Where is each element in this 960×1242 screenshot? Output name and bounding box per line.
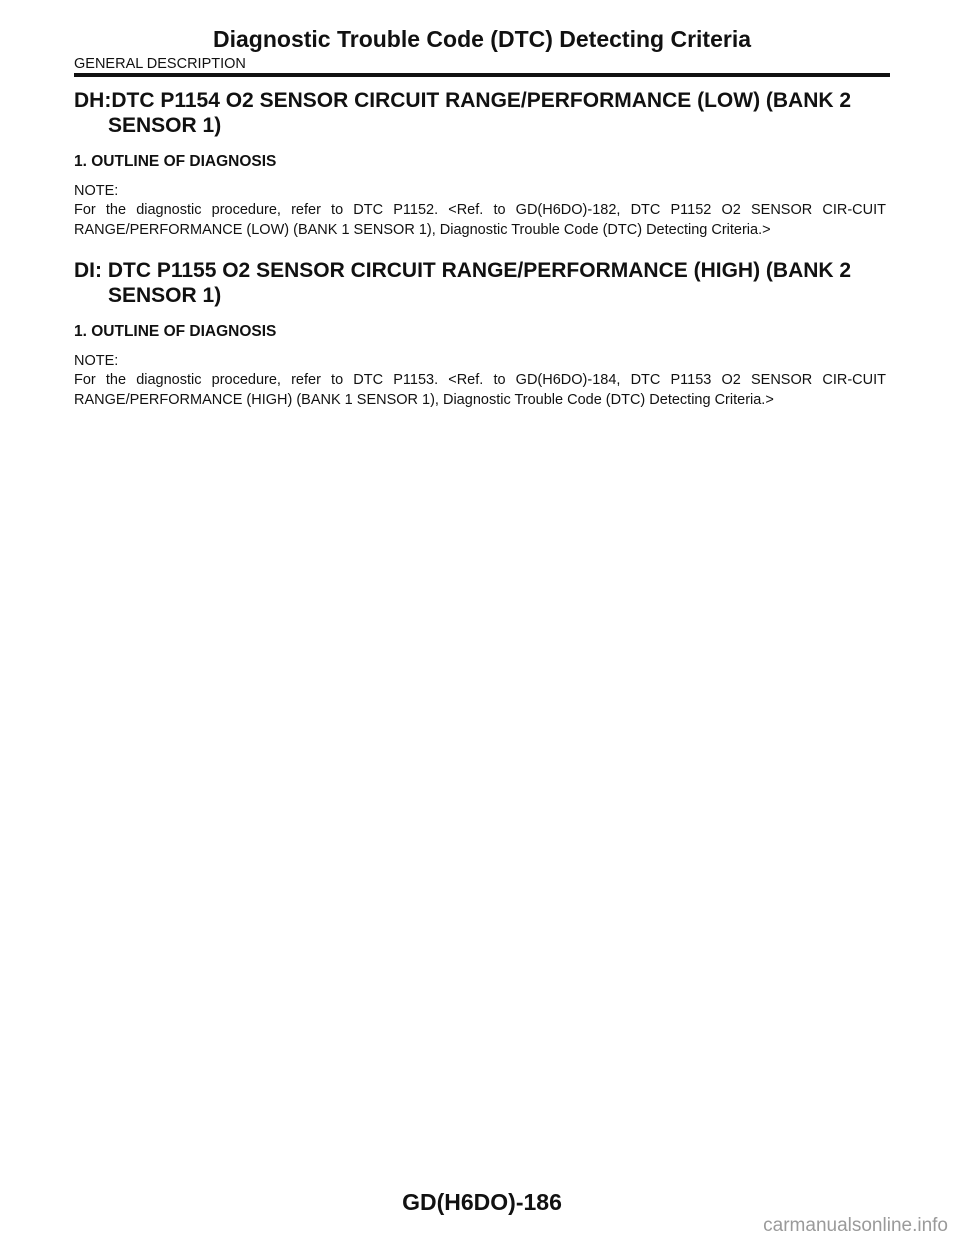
dtc-heading-text: DTC P1155 O2 SENSOR CIRCUIT RANGE/PERFORMANCE (HIGH) (BANK 2 SENSOR 1): [107, 259, 852, 307]
dtc-section-p1155: [74, 258, 886, 410]
note-label: NOTE:: [74, 353, 119, 369]
dtc-code-label: DH:: [74, 89, 112, 112]
dtc-heading: [74, 258, 886, 308]
watermark-text: carmanualsonline.info: [763, 1215, 948, 1236]
header-divider: [74, 73, 890, 77]
dtc-code-label: DI:: [74, 259, 108, 282]
dtc-heading: [74, 88, 886, 138]
document-title: Diagnostic Trouble Code (DTC) Detecting Criteria: [213, 26, 751, 52]
note-text: For the diagnostic procedure, refer to DTC P1152. <Ref. to GD(H6DO)-182, DTC P1152 O2 SENSOR CIR-CUIT RANGE/PERFORMANCE (LOW) (BANK 1 SENSOR 1), Diagnostic Trouble Code (DTC) Detecting Criteria.>: [74, 202, 886, 238]
note-text: For the diagnostic procedure, refer to DTC P1153. <Ref. to GD(H6DO)-184, DTC P1153 O2 SENSOR CIR-CUIT RANGE/PERFORMANCE (HIGH) (BANK 1 SENSOR 1), Diagnostic Trouble Code (DTC) Detecting Criteria.>: [74, 372, 886, 408]
section-label: GENERAL DESCRIPTION: [74, 56, 246, 72]
outline-subheading: 1. OUTLINE OF DIAGNOSIS: [74, 323, 277, 340]
note-label: NOTE:: [74, 183, 119, 199]
dtc-section-p1154: [74, 88, 886, 240]
dtc-heading-text: DTC P1154 O2 SENSOR CIRCUIT RANGE/PERFORMANCE (LOW) (BANK 2 SENSOR 1): [108, 89, 852, 137]
page-number: GD(H6DO)-186: [402, 1189, 562, 1215]
document-body: [74, 88, 886, 428]
outline-subheading: 1. OUTLINE OF DIAGNOSIS: [74, 153, 277, 170]
